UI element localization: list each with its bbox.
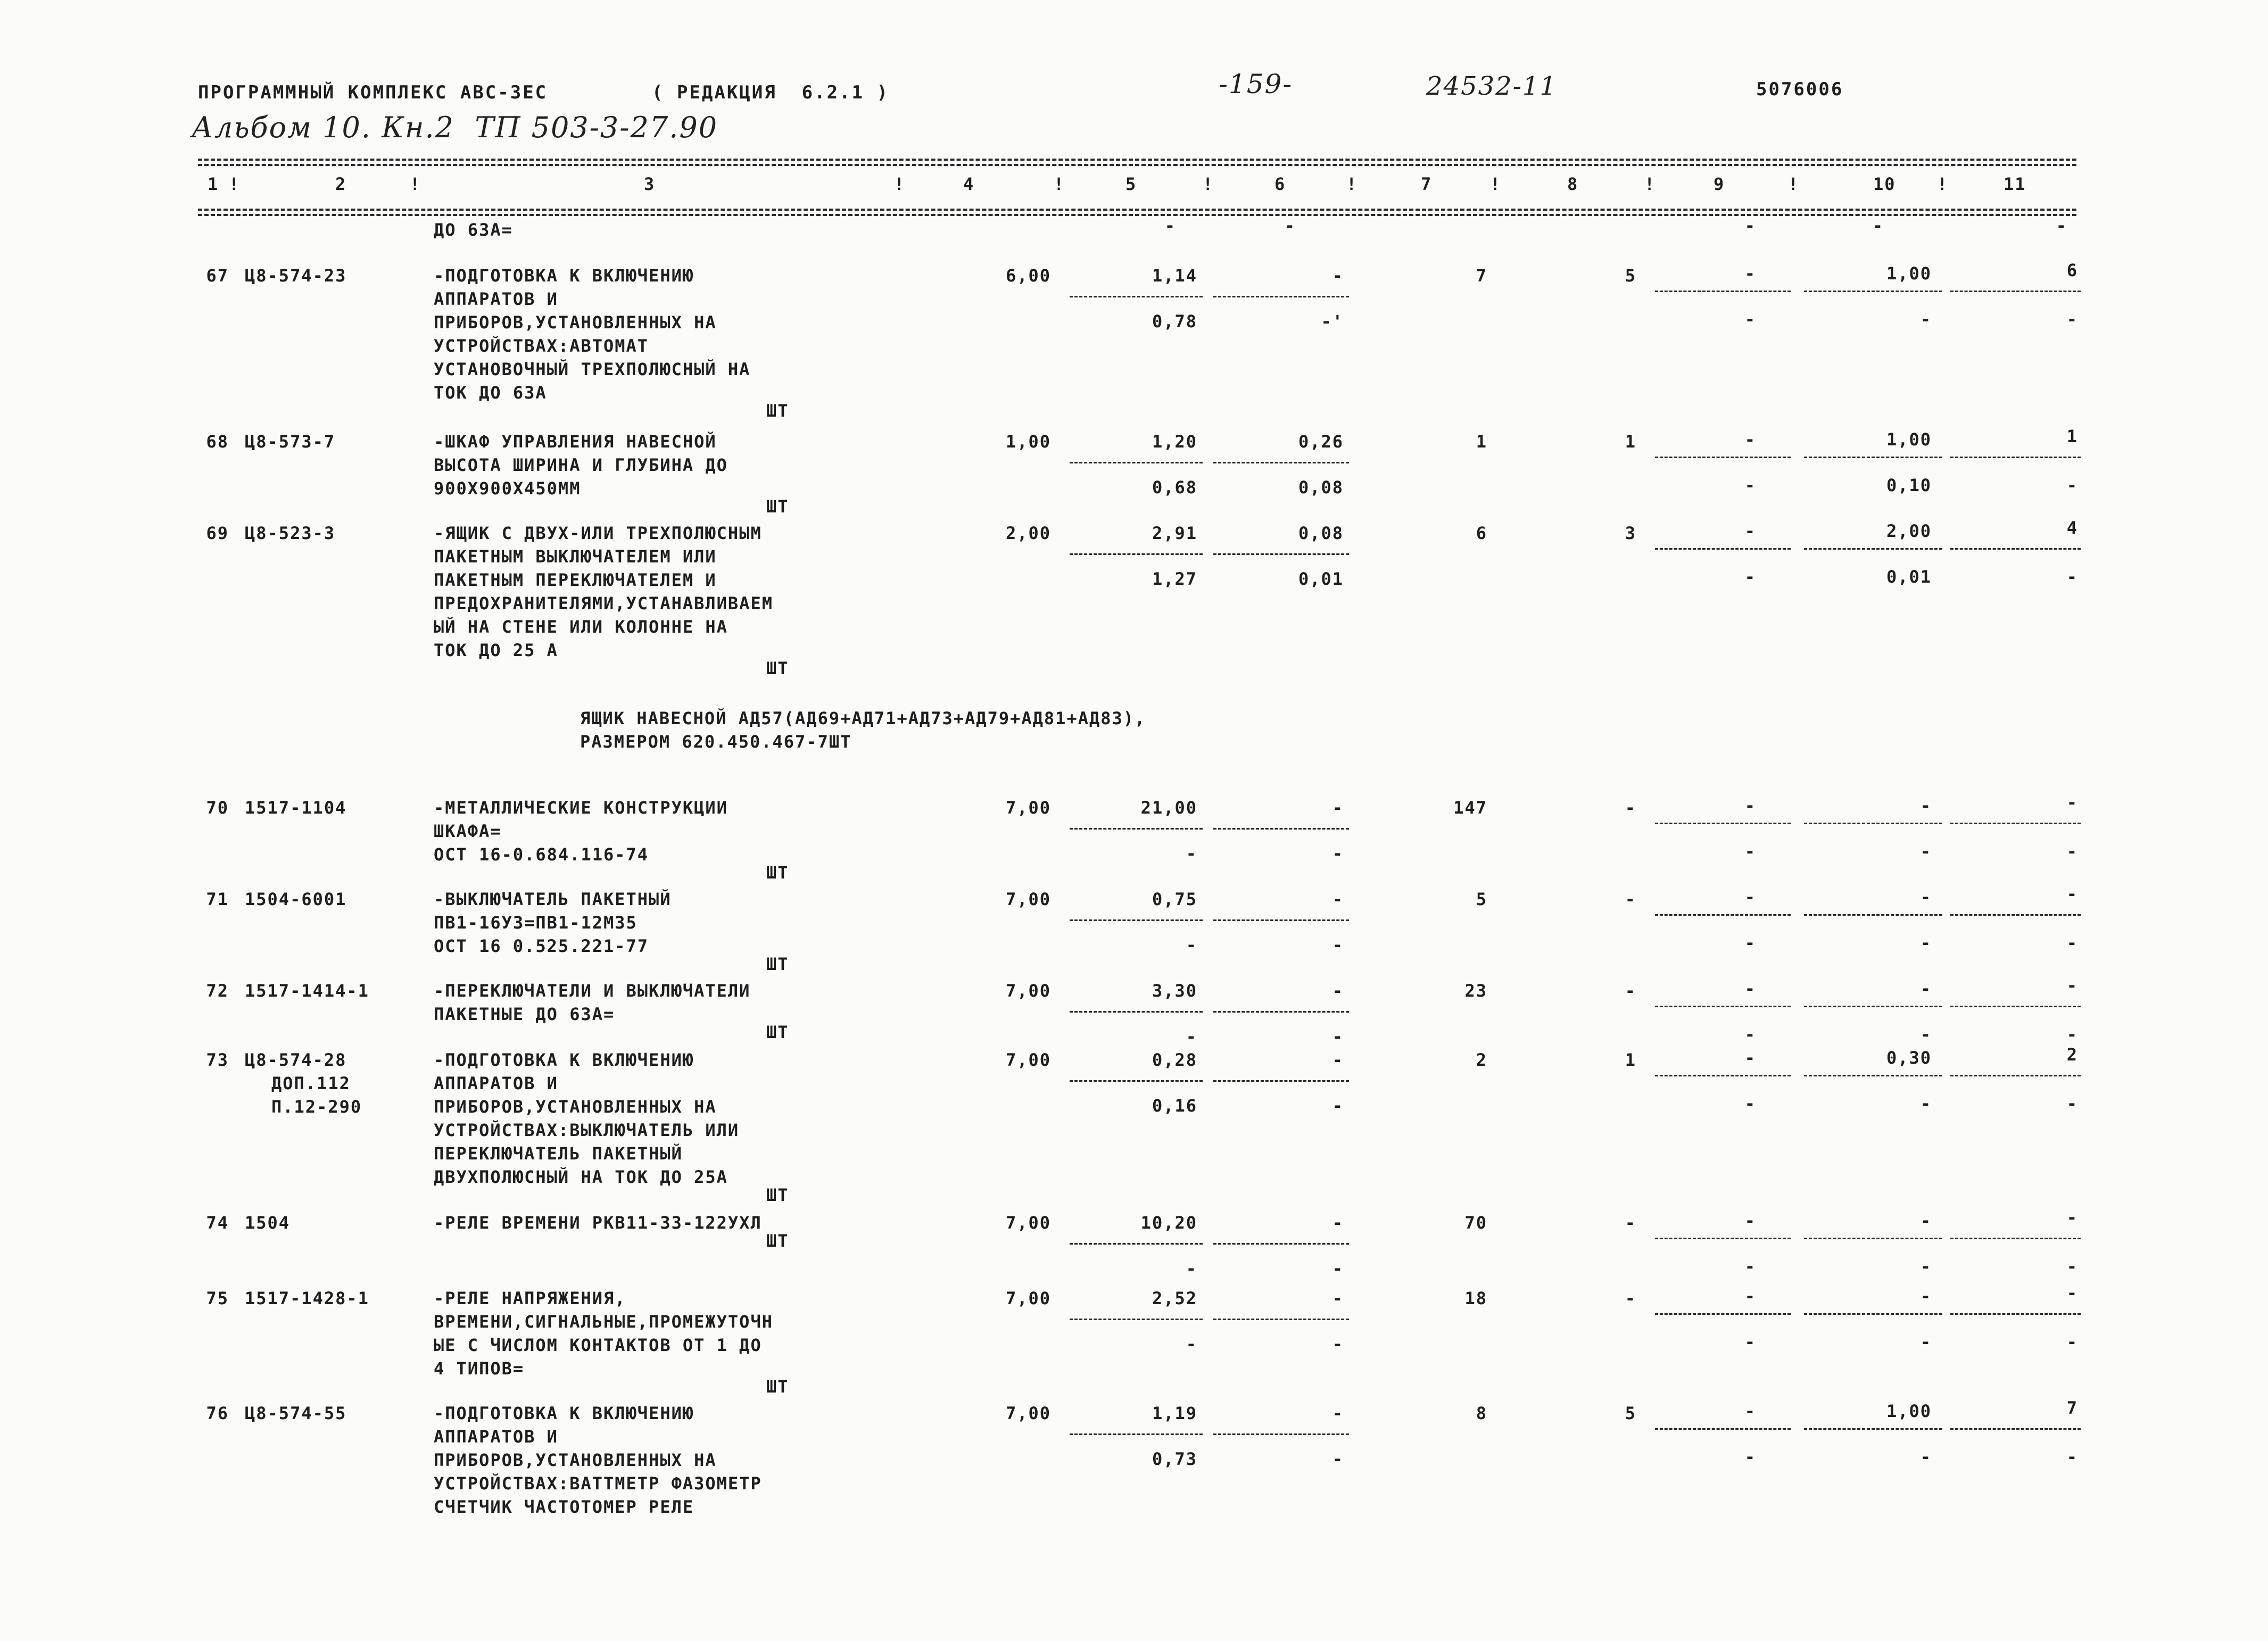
item-unit: ШТ xyxy=(766,863,789,883)
col7-value: 1 xyxy=(1476,432,1487,452)
item-description-line: ДВУХПОЛЮСНЫЙ НА ТОК ДО 25А xyxy=(434,1167,728,1187)
col6-fraction-line xyxy=(1213,1319,1349,1320)
col8-value: 1 xyxy=(1625,432,1636,452)
item-description-line: ЫЙ НА СТЕНЕ ИЛИ КОЛОННЕ НА xyxy=(434,617,728,637)
item-number: 75 xyxy=(206,1288,229,1308)
note-line: РАЗМЕРОМ 620.450.467-7ШТ xyxy=(580,732,852,752)
col6-bottom: - xyxy=(1332,1096,1344,1116)
col10-fraction-line xyxy=(1804,1006,1942,1007)
item-unit: ШТ xyxy=(766,658,789,678)
item-number: 74 xyxy=(206,1213,229,1233)
col11-fraction-line xyxy=(1950,291,2081,292)
col11-fraction-line xyxy=(1950,914,2081,916)
col7-value: 18 xyxy=(1464,1288,1487,1308)
col11-bottom: - xyxy=(2066,1447,2078,1467)
col9-fraction-line xyxy=(1655,823,1791,824)
col11-bottom: - xyxy=(2066,1332,2078,1352)
col11-top: - xyxy=(2066,1283,2078,1303)
col6-bottom: - xyxy=(1332,935,1344,955)
edition-label: ( РЕДАКЦИЯ 6.2.1 ) xyxy=(652,82,889,103)
top-line-c6: - xyxy=(1284,216,1296,236)
col6-top: - xyxy=(1332,981,1344,1001)
col11-bottom: - xyxy=(2066,1024,2078,1045)
col9-fraction-line xyxy=(1655,1428,1791,1430)
item-description-line: УСТРОЙСТВАХ:АВТОМАТ xyxy=(434,336,649,356)
col11-bottom: - xyxy=(2066,933,2078,953)
col4-quantity: 7,00 xyxy=(1005,1403,1051,1423)
top-line-c10: - xyxy=(1872,216,1884,236)
column-header-6: 6 xyxy=(1274,174,1286,194)
col10-bottom: 0,10 xyxy=(1886,475,1932,495)
item-description-line: АППАРАТОВ И xyxy=(434,1427,558,1447)
col10-top: 1,00 xyxy=(1886,1401,1932,1421)
column-header-3: 3 xyxy=(644,174,656,194)
col11-top: - xyxy=(2066,975,2078,996)
col11-bottom: - xyxy=(2066,475,2078,495)
column-separator: ! xyxy=(1788,174,1800,194)
col10-top: - xyxy=(1920,1286,1932,1306)
col11-top: - xyxy=(2066,884,2078,904)
column-header-8: 8 xyxy=(1567,174,1579,194)
col4-quantity: 6,00 xyxy=(1005,266,1051,286)
col9-bottom: - xyxy=(1744,309,1756,329)
item-code: 1517-1428-1 xyxy=(245,1288,369,1308)
col5-top: 1,19 xyxy=(1152,1403,1197,1423)
col4-quantity: 7,00 xyxy=(1005,1288,1051,1308)
col9-bottom: - xyxy=(1744,1447,1756,1467)
col9-bottom: - xyxy=(1744,841,1756,861)
col8-value: 5 xyxy=(1625,266,1636,286)
col5-bottom: 0,78 xyxy=(1152,311,1197,331)
item-description-line: ВЫСОТА ШИРИНА И ГЛУБИНА ДО xyxy=(434,455,728,475)
col10-bottom: - xyxy=(1920,1447,1932,1467)
col5-fraction-line xyxy=(1070,1243,1203,1245)
col6-fraction-line xyxy=(1213,462,1349,463)
item-description-line: ПВ1-16У3=ПВ1-12М35 xyxy=(434,913,638,933)
item-code: 1517-1414-1 xyxy=(245,981,369,1001)
col9-top: - xyxy=(1744,1286,1756,1306)
col4-quantity: 7,00 xyxy=(1005,798,1051,818)
item-description-line: ЫЕ С ЧИСЛОМ КОНТАКТОВ ОТ 1 ДО xyxy=(434,1335,762,1355)
col5-fraction-line xyxy=(1070,296,1203,297)
column-separator: ! xyxy=(894,174,906,194)
col4-quantity: 7,00 xyxy=(1005,981,1051,1001)
page-number: -159- xyxy=(1219,69,1293,100)
col10-fraction-line xyxy=(1804,1075,1942,1076)
col11-bottom: - xyxy=(2066,567,2078,587)
column-separator: ! xyxy=(1346,174,1358,194)
col6-top: - xyxy=(1332,798,1344,818)
column-separator: ! xyxy=(1937,174,1949,194)
col11-top: 1 xyxy=(2066,426,2078,446)
col10-top: - xyxy=(1920,887,1932,907)
col9-top: - xyxy=(1744,1211,1756,1231)
col9-bottom: - xyxy=(1744,567,1756,587)
col6-fraction-line xyxy=(1213,1011,1349,1013)
item-unit: ШТ xyxy=(766,496,789,517)
item-description-line: ПАКЕТНЫМ ВЫКЛЮЧАТЕЛЕМ ИЛИ xyxy=(434,546,717,567)
col9-top: - xyxy=(1744,263,1756,284)
col6-fraction-line xyxy=(1213,1243,1349,1245)
item-number: 68 xyxy=(206,432,229,452)
item-code-extra: П.12-290 xyxy=(271,1097,362,1117)
col10-bottom: - xyxy=(1920,1332,1932,1352)
col9-fraction-line xyxy=(1655,548,1791,550)
col6-fraction-line xyxy=(1213,296,1349,297)
item-description-line: ПЕРЕКЛЮЧАТЕЛЬ ПАКЕТНЫЙ xyxy=(434,1143,683,1164)
col11-top: 6 xyxy=(2066,260,2078,280)
top-line-c11: - xyxy=(2056,216,2067,236)
col10-fraction-line xyxy=(1804,548,1942,550)
col8-value: - xyxy=(1625,798,1636,818)
col7-value: 147 xyxy=(1453,798,1487,818)
col11-fraction-line xyxy=(1950,1006,2081,1007)
col5-top: 1,14 xyxy=(1152,266,1197,286)
header-rule-bottom xyxy=(198,209,2076,211)
item-description-line: ПАКЕТНЫЕ ДО 63А= xyxy=(434,1004,615,1024)
col9-fraction-line xyxy=(1655,914,1791,916)
col11-bottom: - xyxy=(2066,309,2078,329)
col11-fraction-line xyxy=(1950,823,2081,824)
col10-fraction-line xyxy=(1804,914,1942,916)
col11-fraction-line xyxy=(1950,548,2081,550)
col7-value: 70 xyxy=(1464,1213,1487,1233)
doc-id: 5076006 xyxy=(1756,79,1844,100)
album-note: Альбом 10. Кн.2 ТП 503-3-27.90 xyxy=(192,111,718,144)
col8-value: - xyxy=(1625,889,1636,909)
col10-top: 2,00 xyxy=(1886,521,1932,541)
col9-fraction-line xyxy=(1655,291,1791,292)
col6-top: - xyxy=(1332,1213,1344,1233)
col10-fraction-line xyxy=(1804,823,1942,824)
item-description-line: ПАКЕТНЫМ ПЕРЕКЛЮЧАТЕЛЕМ И xyxy=(434,570,717,590)
col9-bottom: - xyxy=(1744,933,1756,953)
top-line-c9: - xyxy=(1744,216,1756,236)
top-line-text: ДО 63А= xyxy=(434,220,513,240)
col6-fraction-line xyxy=(1213,919,1349,921)
item-unit: ШТ xyxy=(766,1231,789,1251)
column-header-2: 2 xyxy=(335,174,347,194)
column-header-10: 10 xyxy=(1873,174,1896,194)
col6-bottom: -' xyxy=(1321,311,1344,331)
col5-bottom: - xyxy=(1186,935,1197,955)
col5-bottom: - xyxy=(1186,1258,1197,1279)
col9-fraction-line xyxy=(1655,1075,1791,1076)
item-number: 67 xyxy=(206,266,229,286)
col9-bottom: - xyxy=(1744,1093,1756,1114)
item-code: Ц8-574-55 xyxy=(245,1403,347,1423)
col11-bottom: - xyxy=(2066,841,2078,861)
col5-bottom: - xyxy=(1186,1026,1197,1047)
item-description-line: -РЕЛЕ НАПРЯЖЕНИЯ, xyxy=(434,1288,626,1308)
col5-fraction-line xyxy=(1070,553,1203,555)
column-header-1: 1 xyxy=(208,174,219,194)
col9-top: - xyxy=(1744,429,1756,450)
col7-value: 7 xyxy=(1476,266,1487,286)
col5-top: 1,20 xyxy=(1152,432,1197,452)
item-description-line: 900Х900Х450ММ xyxy=(434,478,581,499)
col10-bottom: - xyxy=(1920,1024,1932,1045)
col9-bottom: - xyxy=(1744,1256,1756,1277)
col5-top: 10,20 xyxy=(1140,1213,1197,1233)
item-description-line: -РЕЛЕ ВРЕМЕНИ РКВ11-33-122УХЛ xyxy=(434,1213,762,1233)
col9-fraction-line xyxy=(1655,457,1791,458)
column-separator: ! xyxy=(229,174,241,194)
col10-top: - xyxy=(1920,979,1932,999)
item-description-line: АППАРАТОВ И xyxy=(434,1073,558,1093)
column-header-9: 9 xyxy=(1714,174,1725,194)
column-header-7: 7 xyxy=(1421,174,1433,194)
note-line: ЯЩИК НАВЕСНОЙ АД57(АД69+АД71+АД73+АД79+АД81+АД83), xyxy=(580,708,1146,728)
col6-bottom: - xyxy=(1332,1449,1344,1469)
col11-bottom: - xyxy=(2066,1256,2078,1277)
col10-bottom: 0,01 xyxy=(1886,567,1932,587)
column-separator: ! xyxy=(1203,174,1214,194)
col7-value: 2 xyxy=(1476,1050,1487,1070)
col4-quantity: 7,00 xyxy=(1005,889,1051,909)
col6-fraction-line xyxy=(1213,1080,1349,1082)
col6-top: - xyxy=(1332,889,1344,909)
item-description-line: ПРЕДОХРАНИТЕЛЯМИ,УСТАНАВЛИВАЕМ xyxy=(434,593,773,614)
col5-fraction-line xyxy=(1070,1433,1203,1435)
col5-top: 21,00 xyxy=(1140,798,1197,818)
item-description-line: ОСТ 16-0.684.116-74 xyxy=(434,844,649,865)
item-number: 73 xyxy=(206,1050,229,1070)
col9-fraction-line xyxy=(1655,1238,1791,1239)
col6-fraction-line xyxy=(1213,1433,1349,1435)
col6-top: - xyxy=(1332,1288,1344,1308)
item-code: Ц8-523-3 xyxy=(245,523,336,543)
col5-fraction-line xyxy=(1070,1080,1203,1082)
col11-fraction-line xyxy=(1950,1428,2081,1430)
col11-fraction-line xyxy=(1950,1075,2081,1076)
col10-top: - xyxy=(1920,795,1932,816)
col7-value: 23 xyxy=(1464,981,1487,1001)
item-code: Ц8-574-28 xyxy=(245,1050,347,1070)
item-description-line: ВРЕМЕНИ,СИГНАЛЬНЫЕ,ПРОМЕЖУТОЧН xyxy=(434,1312,773,1332)
item-description-line: 4 ТИПОВ= xyxy=(434,1358,525,1379)
col9-top: - xyxy=(1744,979,1756,999)
col9-top: - xyxy=(1744,521,1756,541)
column-header-5: 5 xyxy=(1125,174,1137,194)
col9-top: - xyxy=(1744,795,1756,816)
item-description-line: -ПОДГОТОВКА К ВКЛЮЧЕНИЮ xyxy=(434,266,694,286)
col5-top: 2,52 xyxy=(1152,1288,1197,1308)
col6-bottom: - xyxy=(1332,1258,1344,1279)
col6-top: - xyxy=(1332,266,1344,286)
col5-fraction-line xyxy=(1070,1319,1203,1320)
item-description-line: ОСТ 16 0.525.221-77 xyxy=(434,936,649,956)
item-code-extra: ДОП.112 xyxy=(271,1073,351,1093)
item-description-line: -МЕТАЛЛИЧЕСКИЕ КОНСТРУКЦИИ xyxy=(434,798,728,818)
item-number: 76 xyxy=(206,1403,229,1423)
header-rule-top-2 xyxy=(198,164,2076,166)
col6-top: - xyxy=(1332,1403,1344,1423)
item-description-line: -ПЕРЕКЛЮЧАТЕЛИ И ВЫКЛЮЧАТЕЛИ xyxy=(434,981,751,1001)
col11-top: - xyxy=(2066,1207,2078,1228)
col5-fraction-line xyxy=(1070,828,1203,830)
col5-fraction-line xyxy=(1070,1011,1203,1013)
col5-top: 2,91 xyxy=(1152,523,1197,543)
item-description-line: УСТРОЙСТВАХ:ВАТТМЕТР ФАЗОМЕТР xyxy=(434,1473,762,1494)
col6-bottom: 0,01 xyxy=(1298,569,1344,589)
col10-bottom: - xyxy=(1920,1256,1932,1277)
item-description-line: СЧЕТЧИК ЧАСТОТОМЕР РЕЛЕ xyxy=(434,1497,694,1517)
col6-top: 0,26 xyxy=(1298,432,1344,452)
col10-bottom: - xyxy=(1920,1093,1932,1114)
col5-fraction-line xyxy=(1070,919,1203,921)
col9-bottom: - xyxy=(1744,1332,1756,1352)
col6-bottom: 0,08 xyxy=(1298,477,1344,498)
col5-bottom: 0,73 xyxy=(1152,1449,1197,1469)
item-description-line: ТОК ДО 25 А xyxy=(434,640,558,660)
col10-fraction-line xyxy=(1804,1238,1942,1239)
doc-code: 24532-11 xyxy=(1426,71,1557,101)
item-number: 69 xyxy=(206,523,229,543)
col8-value: - xyxy=(1625,1213,1636,1233)
col11-fraction-line xyxy=(1950,1238,2081,1239)
item-description-line: -ШКАФ УПРАВЛЕНИЯ НАВЕСНОЙ xyxy=(434,432,717,452)
col8-value: - xyxy=(1625,981,1636,1001)
col6-fraction-line xyxy=(1213,553,1349,555)
col9-top: - xyxy=(1744,887,1756,907)
item-code: 1504-6001 xyxy=(245,889,347,909)
col4-quantity: 7,00 xyxy=(1005,1050,1051,1070)
item-description-line: -ВЫКЛЮЧАТЕЛЬ ПАКЕТНЫЙ xyxy=(434,889,672,909)
column-separator: ! xyxy=(1054,174,1065,194)
col6-bottom: - xyxy=(1332,1026,1344,1047)
col6-bottom: - xyxy=(1332,843,1344,864)
col6-top: 0,08 xyxy=(1298,523,1344,543)
col9-fraction-line xyxy=(1655,1313,1791,1315)
header-rule-top xyxy=(198,159,2076,161)
item-number: 72 xyxy=(206,981,229,1001)
col5-top: 0,75 xyxy=(1152,889,1197,909)
col10-bottom: - xyxy=(1920,933,1932,953)
item-description-line: ТОК ДО 63А xyxy=(434,383,547,403)
item-description-line: ПРИБОРОВ,УСТАНОВЛЕННЫХ НА xyxy=(434,1450,717,1470)
col11-top: 2 xyxy=(2066,1045,2078,1065)
program-title: ПРОГРАММНЫЙ КОМПЛЕКС АВС-3ЕС xyxy=(198,82,548,103)
item-unit: ШТ xyxy=(766,1185,789,1205)
item-unit: ШТ xyxy=(766,954,789,974)
col10-bottom: - xyxy=(1920,841,1932,861)
column-separator: ! xyxy=(1490,174,1502,194)
col9-fraction-line xyxy=(1655,1006,1791,1007)
col10-top: - xyxy=(1920,1211,1932,1231)
col11-top: - xyxy=(2066,792,2078,813)
item-description-line: ШКАФА= xyxy=(434,821,502,841)
col8-value: - xyxy=(1625,1288,1636,1308)
item-unit: ШТ xyxy=(766,401,789,421)
col5-bottom: 0,68 xyxy=(1152,477,1197,498)
col9-top: - xyxy=(1744,1401,1756,1421)
col7-value: 6 xyxy=(1476,523,1487,543)
col8-value: 5 xyxy=(1625,1403,1636,1423)
column-header-11: 11 xyxy=(2004,174,2026,194)
col8-value: 3 xyxy=(1625,523,1636,543)
column-separator: ! xyxy=(1644,174,1656,194)
item-code: Ц8-573-7 xyxy=(245,432,336,452)
col5-bottom: - xyxy=(1186,1334,1197,1354)
col10-top: 1,00 xyxy=(1886,263,1932,284)
col5-bottom: 1,27 xyxy=(1152,569,1197,589)
item-description-line: -ЯЩИК С ДВУХ-ИЛИ ТРЕХПОЛЮСНЫМ xyxy=(434,523,762,543)
column-header-4: 4 xyxy=(963,174,975,194)
col6-top: - xyxy=(1332,1050,1344,1070)
col10-bottom: - xyxy=(1920,309,1932,329)
col10-fraction-line xyxy=(1804,1428,1942,1430)
item-unit: ШТ xyxy=(766,1377,789,1397)
col4-quantity: 7,00 xyxy=(1005,1213,1051,1233)
item-unit: ШТ xyxy=(766,1022,789,1042)
col11-top: 4 xyxy=(2066,518,2078,538)
col10-top: 1,00 xyxy=(1886,429,1932,450)
col11-fraction-line xyxy=(1950,1313,2081,1315)
item-description-line: -ПОДГОТОВКА К ВКЛЮЧЕНИЮ xyxy=(434,1050,694,1070)
col11-bottom: - xyxy=(2066,1093,2078,1114)
col5-top: 0,28 xyxy=(1152,1050,1197,1070)
col10-fraction-line xyxy=(1804,291,1942,292)
col11-fraction-line xyxy=(1950,457,2081,458)
col4-quantity: 2,00 xyxy=(1005,523,1051,543)
item-number: 71 xyxy=(206,889,229,909)
item-description-line: ПРИБОРОВ,УСТАНОВЛЕННЫХ НА xyxy=(434,312,717,333)
item-description-line: -ПОДГОТОВКА К ВКЛЮЧЕНИЮ xyxy=(434,1403,694,1423)
col6-bottom: - xyxy=(1332,1334,1344,1354)
col10-top: 0,30 xyxy=(1886,1048,1932,1068)
item-code: 1504 xyxy=(245,1213,291,1233)
col10-fraction-line xyxy=(1804,1313,1942,1315)
item-description-line: УСТРОЙСТВАХ:ВЫКЛЮЧАТЕЛЬ ИЛИ xyxy=(434,1120,740,1140)
col9-bottom: - xyxy=(1744,1024,1756,1045)
column-separator: ! xyxy=(410,174,421,194)
col9-top: - xyxy=(1744,1048,1756,1068)
item-code: Ц8-574-23 xyxy=(245,266,347,286)
col7-value: 5 xyxy=(1476,889,1487,909)
item-description-line: АППАРАТОВ И xyxy=(434,289,558,309)
col5-bottom: - xyxy=(1186,843,1197,864)
item-description-line: ПРИБОРОВ,УСТАНОВЛЕННЫХ НА xyxy=(434,1097,717,1117)
col4-quantity: 1,00 xyxy=(1005,432,1051,452)
col5-bottom: 0,16 xyxy=(1152,1096,1197,1116)
col5-fraction-line xyxy=(1070,462,1203,463)
col10-fraction-line xyxy=(1804,457,1942,458)
item-number: 70 xyxy=(206,798,229,818)
col7-value: 8 xyxy=(1476,1403,1487,1423)
col5-top: 3,30 xyxy=(1152,981,1197,1001)
col11-top: 7 xyxy=(2066,1398,2078,1418)
item-description-line: УСТАНОВОЧНЫЙ ТРЕХПОЛЮСНЫЙ НА xyxy=(434,359,751,379)
col8-value: 1 xyxy=(1625,1050,1636,1070)
item-code: 1517-1104 xyxy=(245,798,347,818)
col6-fraction-line xyxy=(1213,828,1349,830)
top-line-c5: - xyxy=(1164,216,1176,236)
col9-bottom: - xyxy=(1744,475,1756,495)
